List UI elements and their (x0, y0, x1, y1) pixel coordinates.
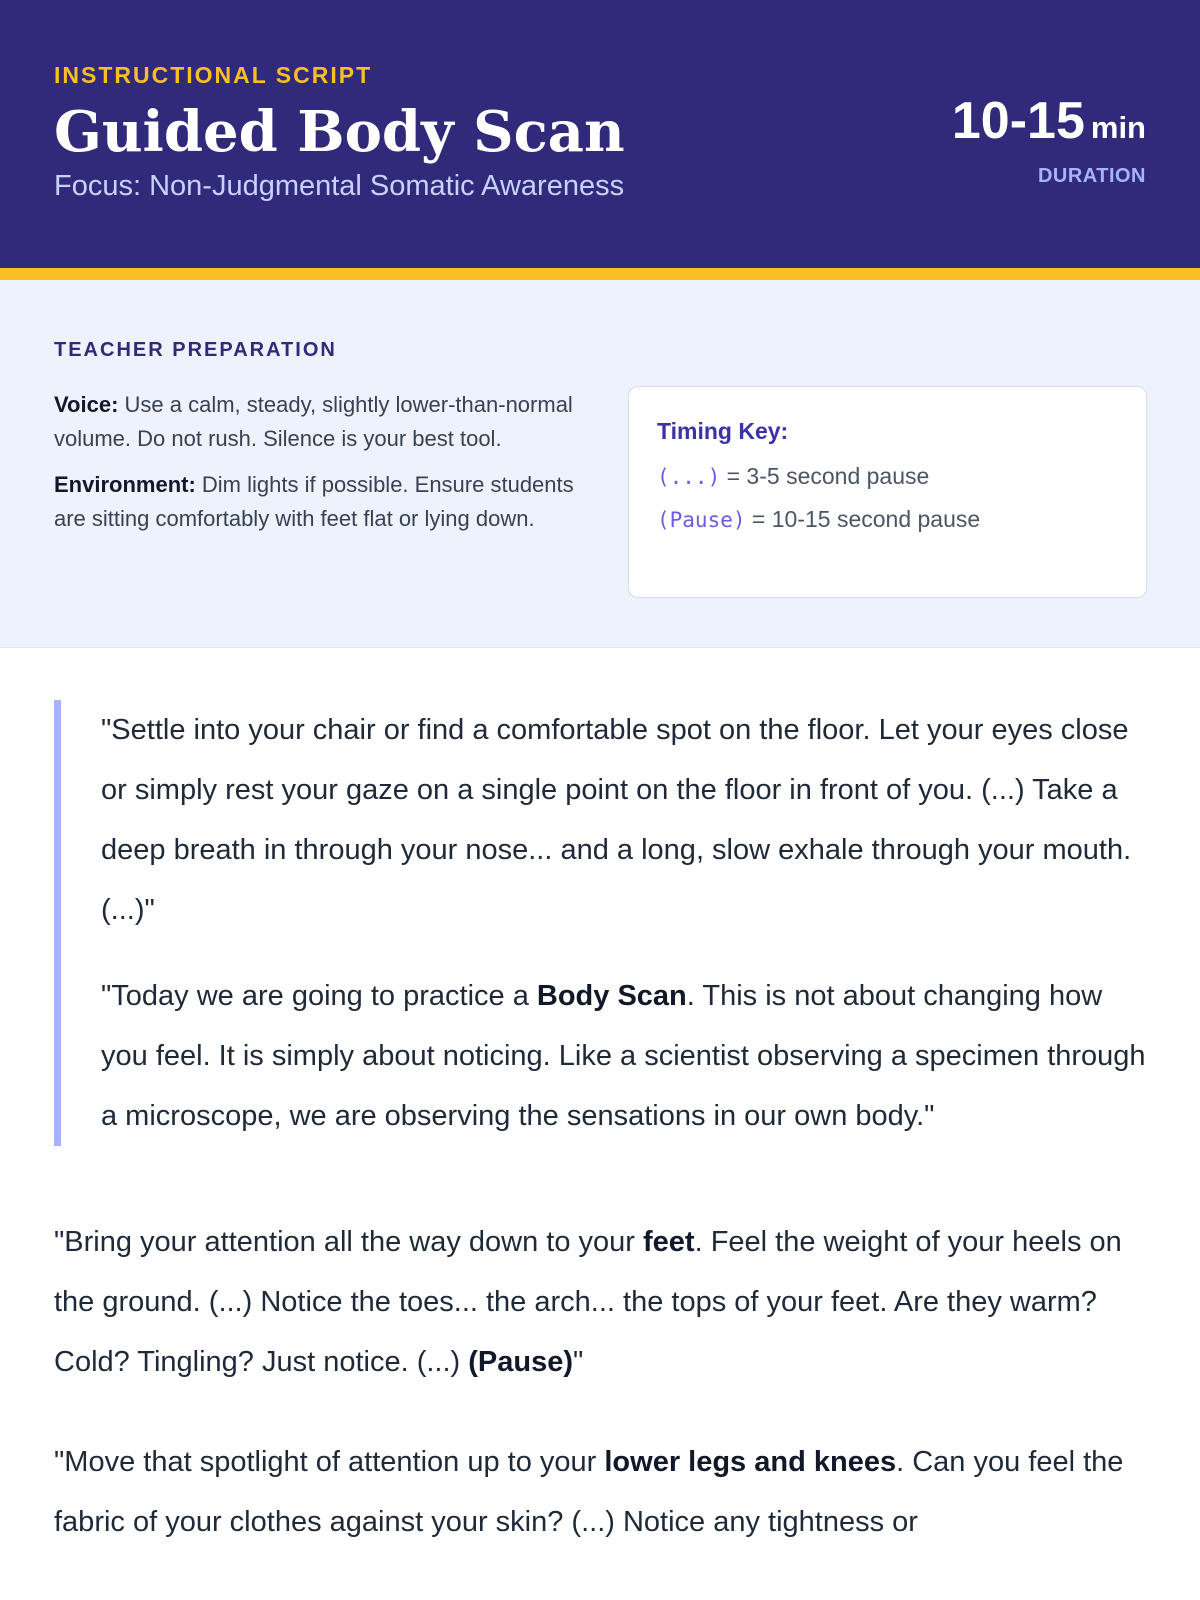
preparation-notes (54, 388, 574, 548)
intro-2-text-end: . This is not about changing how you feel. It is simply about noticing. Like a scientist observing a specimen through a microscope, we are observing the sensations in our own body." (101, 980, 1146, 1132)
short-pause-code: (...) (657, 465, 721, 489)
environment-label: Environment: (54, 472, 196, 497)
feet-pause-marker: (Pause) (468, 1346, 574, 1378)
legs-text-start: "Move that spotlight of attention up to your (54, 1446, 605, 1478)
intro-2-text-start: "Today we are going to practice a (101, 980, 537, 1012)
duration-number: 10-15 (951, 92, 1085, 150)
timing-key-card (628, 386, 1147, 598)
header-accent-bar (0, 268, 1200, 280)
environment-note (54, 468, 574, 536)
voice-note (54, 388, 574, 456)
intro-paragraph-2 (101, 966, 1146, 1146)
duration-label: DURATION (1037, 165, 1146, 187)
intro-2-emphasis: Body Scan (536, 980, 687, 1012)
legs-text-end: . Can you feel the fabric of your clothes against your skin? (...) Notice any tightness or (54, 1446, 1124, 1538)
intro-paragraph-1: "Settle into your chair or find a comfortable spot on the floor. Let your eyes close or simply rest your gaze on a single point on the floor in front of you. (...) Take a deep breath in through your nose... and a long, slow exhale through your mouth. (...)" (101, 714, 1132, 926)
preparation-heading: TEACHER PREPARATION (54, 339, 337, 361)
feet-emphasis: feet (643, 1226, 695, 1258)
long-pause-code: (Pause) (657, 508, 746, 532)
timing-key-title: Timing Key: (657, 418, 789, 444)
voice-label: Voice: (54, 392, 119, 417)
feet-text-start: "Bring your attention all the way down to your (54, 1226, 644, 1258)
long-pause-text: = 10-15 second pause (745, 506, 981, 532)
duration-unit: min (1090, 110, 1146, 145)
script-body (0, 648, 1200, 1552)
teacher-preparation-section (0, 280, 1200, 648)
timing-key-short-pause (657, 455, 1118, 498)
feet-text-middle: . Feel the weight of your heels on the ground. (...) Notice the toes... the arch... the tops of your feet. Are they warm? Cold? Tingling? Just notice. (...) (54, 1226, 1122, 1378)
duration-block (952, 92, 1146, 188)
voice-text: Use a calm, steady, slightly lower-than-normal volume. Do not rush. Silence is your best tool. (54, 392, 573, 451)
document-type-label: INSTRUCTIONAL SCRIPT (54, 62, 373, 88)
intro-quote-block (54, 700, 1146, 1146)
timing-key-long-pause (657, 498, 1118, 541)
legs-paragraph (54, 1432, 1146, 1552)
environment-text: Dim lights if possible. Ensure students are sitting comfortably with feet flat or lying down. (54, 472, 574, 531)
page-title: Guided Body Scan (54, 99, 625, 165)
script-header (0, 0, 1200, 268)
duration-value (952, 92, 1146, 163)
page-subtitle: Focus: Non-Judgmental Somatic Awareness (54, 170, 625, 202)
legs-emphasis: lower legs and knees (604, 1446, 897, 1478)
feet-text-end: " (573, 1346, 584, 1378)
short-pause-text: = 3-5 second pause (720, 463, 930, 489)
feet-paragraph (54, 1212, 1146, 1392)
